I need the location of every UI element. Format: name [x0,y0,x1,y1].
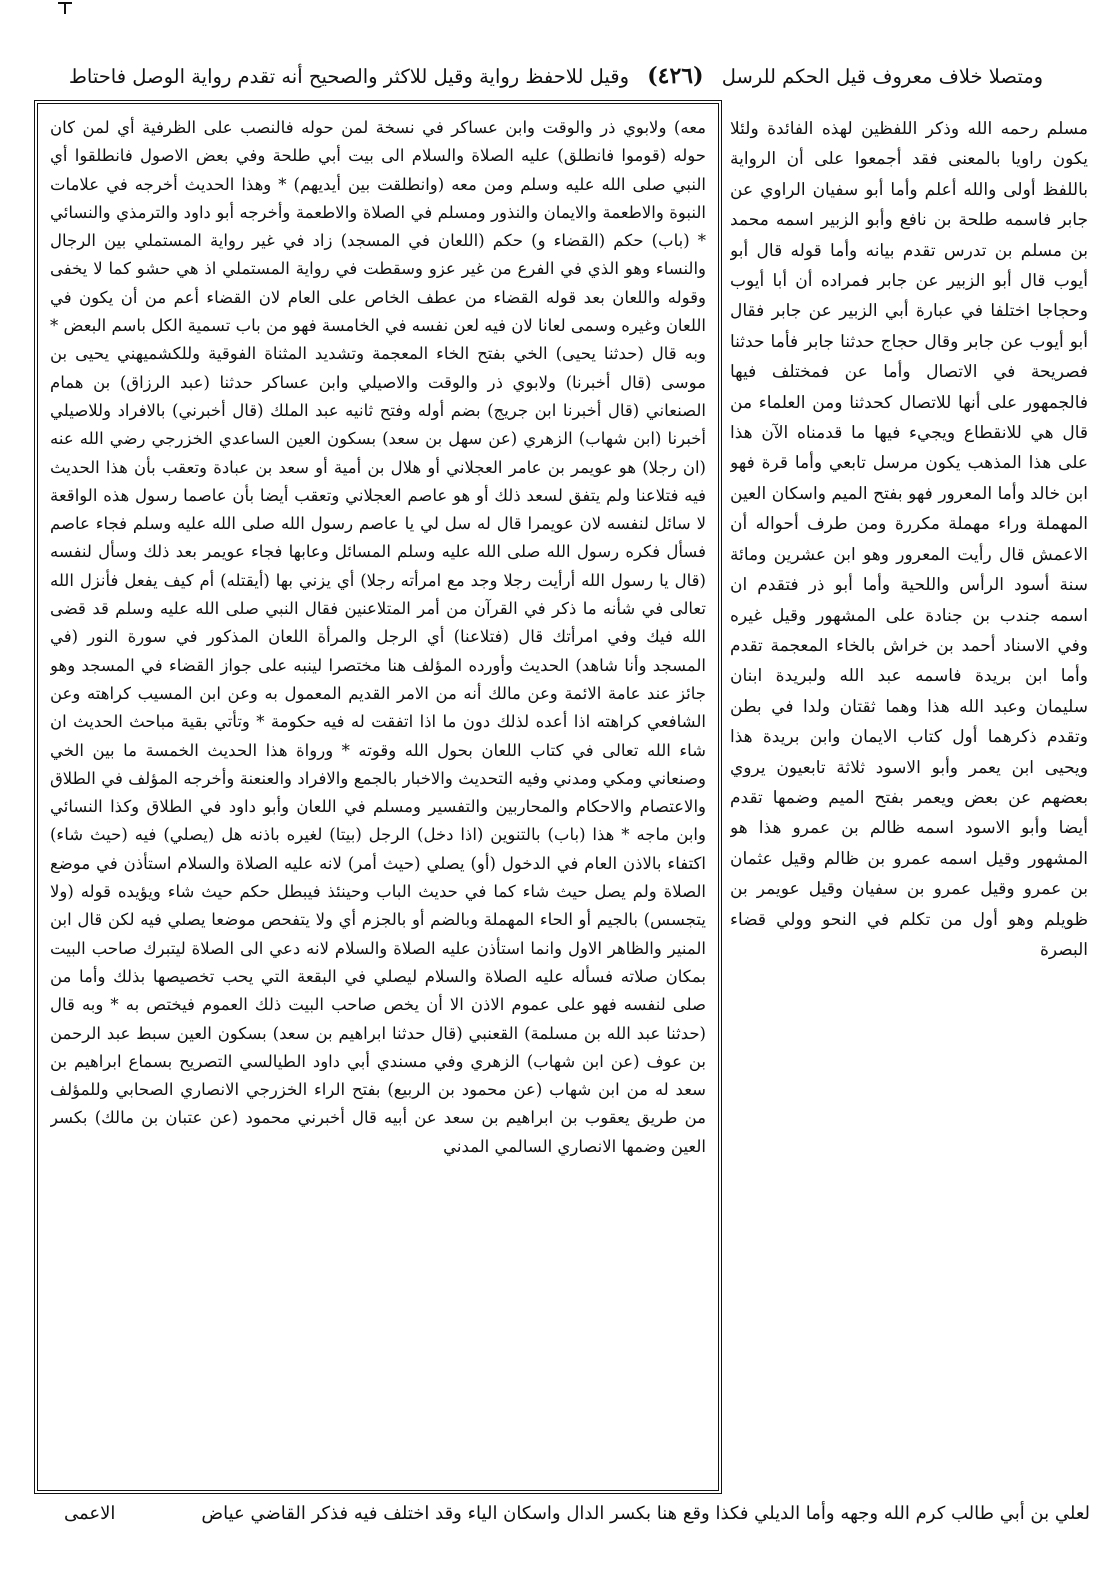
corner-mark [58,2,72,16]
page-header [22,58,1090,94]
main-text-frame [34,100,722,1494]
header-left-text: وقيل للاحفظ رواية وقيل للاكثر والصحيح أنه تقدم رواية الوصل فاحتاط [68,65,630,88]
header-right-text: ومتصلا خلاف معروف قيل الحكم للرسل [721,65,1044,88]
footer-line: لعلي بن أبي طالب كرم الله وجهه وأما الديلي فكذا وقع هنا بكسر الدال واسكان الياء وقد اختلف فيه فذكر القاضي عياض [201,1503,1090,1524]
main-text: معه) ولابوي ذر والوقت وابن عساكر في نسخة لمن حوله فالنصب على الظرفية أي لمن كان حوله (قوموا فانطلق) عليه الصلاة والسلام الى بيت أبي طلحة وفي بعض الاصول فانطلقوا أي النبي صلى الله عليه وسلم ومن معه (وانطلقت بين أيديهم) * وهذا الحديث أخرجه في علامات النبوة والاطعمة والايمان والنذور ومسلم في الصلاة والاطعمة وأخرجه أبو داود والترمذي والنسائي * (باب) حكم (القضاء و) حكم (اللعان في المسجد) زاد في غير رواية المستملي بين الرجال والنساء وهو الذي في الفرع من غير عزو وسقطت في رواية المستملي اذ هي حشو كما لا يخفى وقوله واللعان بعد قوله القضاء من عطف الخاص على العام لان القضاء أعم من أن يكون في اللعان وغيره وسمى لعانا لان فيه لعن نفسه في الخامسة فهو من باب تسمية الكل باسم البعض * وبه قال (حدثنا يحيى) الخي بفتح الخاء المعجمة وتشديد المثناة الفوقية وللكشميهني يحيى بن موسى (قال أخبرنا) ولابوي ذر والوقت والاصيلي وابن عساكر حدثنا (عبد الرزاق) بن همام الصنعاني (قال أخبرنا ابن جريج) بضم أوله وفتح ثانيه عبد الملك (قال أخبرني) بالافراد وللاصيلي أخبرنا (ابن شهاب) الزهري (عن سهل بن سعد) بسكون العين الساعدي الخزرجي رضي الله عنه (ان رجلا) هو عويمر بن عامر العجلاني أو هلال بن أمية أو سعد بن عبادة وتعقب بأن هذا الحديث فيه فتلاعنا ولم يتفق لسعد ذلك أو هو عاصم العجلاني وتعقب أيضا بأن عاصما رسول هذه الواقعة لا سائل لنفسه لان عويمرا قال له سل لي يا عاصم رسول الله صلى الله عليه وسلم فجاء عاصم فسأل فكره رسول الله صلى الله عليه وسلم المسائل وعابها فجاء عويمر بعد ذلك وسأل لنفسه (قال يا رسول الله أرأيت رجلا وجد مع امرأته رجلا) أي يزني بها (أيقتله) أم كيف يفعل فأنزل الله تعالى في شأنه ما ذكر في القرآن من أمر المتلاعنين فقال النبي صلى الله عليه وسلم قد قضى الله فيك وفي امرأتك قال (فتلاعنا) أي الرجل والمرأة اللعان المذكور في سورة النور (في المسجد وأنا شاهد) الحديث وأورده المؤلف هنا مختصرا لينبه على جواز القضاء في المسجد وهو جائز عند عامة الائمة وعن مالك أنه من الامر القديم المعمول به وعن ابن المسيب كراهته وعن الشافعي كراهته اذا أعده لذلك دون ما اذا اتفقت له فيه حكومة * وتأتي بقية مباحث الحديث ان شاء الله تعالى في كتاب اللعان بحول الله وقوته * ورواة هذا الحديث الخمسة ما بين الخي وصنعاني ومكي ومدني وفيه التحديث والاخبار بالجمع والافراد والعنعنة وأخرجه المؤلف في الطلاق والاعتصام والاحكام والمحاربين والتفسير ومسلم في اللعان وأبو داود في الطلاق وكذا النسائي وابن ماجه * هذا (باب) بالتنوين (اذا دخل) الرجل (بيتا) لغيره باذنه هل (يصلي) فيه (حيث شاء) اكتفاء بالاذن العام في الدخول (أو) يصلي (حيث أمر) لانه عليه الصلاة والسلام استأذن في موضع الصلاة ولم يصل حيث شاء كما في حديث الباب وحينئذ فيبطل حكم حيث شاء ويؤيده قوله (ولا يتجسس) بالجيم أو الحاء المهملة وبالضم أو بالجزم أي ولا يتفحص موضعا يصلي فيه لكن قال ابن المنير والظاهر الاول وانما استأذن عليه الصلاة والسلام لانه دعي الى الصلاة ليتبرك صاحب البيت بمكان صلاته فسأله عليه الصلاة والسلام ليصلي في البقعة التي يحب تخصيصها بذلك وأما من صلى لنفسه فهو على عموم الاذن الا أن يخص صاحب البيت ذلك العموم فيختص به * وبه قال (حدثنا عبد الله بن مسلمة) القعنبي (قال حدثنا ابراهيم بن سعد) بسكون العين سبط عبد الرحمن بن عوف (عن ابن شهاب) الزهري وفي مسندي أبي داود الطيالسي التصريح بسماع ابراهيم بن سعد له من ابن شهاب (عن محمود بن الربيع) بفتح الراء الخزرجي الانصاري الصحابي وللمؤلف من طريق يعقوب بن ابراهيم بن سعد عن أبيه قال أخبرني محمود (عن عتبان بن مالك) بكسر العين وضمها الانصاري السالمي المدني [50,118,706,1156]
catchword: الاعمى [64,1503,116,1524]
page-number: (٤٢٦) [647,63,704,89]
margin-commentary: مسلم رحمه الله وذكر اللفظين لهذه الفائدة ولئلا يكون راويا بالمعنى فقد أجمعوا على أن الرواية باللفظ أولى والله أعلم وأما أبو سفيان الراوي عن جابر فاسمه طلحة بن نافع وأبو الزبير اسمه محمد بن مسلم بن تدرس تقدم بيانه وأما قوله قال أبو أيوب قال أبو الزبير عن جابر فمراده أن أبا أيوب وحجاجا اختلفا في عبارة أبي الزبير عن جابر فقال أبو أيوب عن جابر وقال حجاج حدثنا جابر فأما حدثنا فصريحة في الاتصال وأما عن فمختلف فيها فالجمهور على أنها للاتصال كحدثنا ومن العلماء من قال هي للانقطاع ويجيء فيها ما قدمناه الآن هذا على هذا المذهب يكون مرسل تابعي وأما قرة فهو ابن خالد وأما المعرور فهو بفتح الميم واسكان العين المهملة وراء مهملة مكررة ومن طرف أحواله أن الاعمش قال رأيت المعرور وهو ابن عشرين ومائة سنة أسود الرأس واللحية وأما أبو ذر فتقدم ان اسمه جندب بن جنادة على المشهور وقيل غيره وفي الاسناد أحمد بن خراش بالخاء المعجمة تقدم وأما ابن بريدة فاسمه عبد الله ولبريدة ابنان سليمان وعبد الله هذا وهما ثقتان ولدا في بطن وتقدم ذكرهما أول كتاب الايمان وابن بريدة هذا ويحيى ابن يعمر وأبو الاسود ثلاثة تابعيون يروي بعضهم عن بعض ويعمر بفتح الميم وضمها تقدم أيضا وأبو الاسود اسمه ظالم بن عمرو هذا هو المشهور وقيل اسمه عمرو بن ظالم وقيل عثمان بن عمرو وقيل عمرو بن سفيان وقيل عويمر بن ظويلم وهو أول من تكلم في النحو وولي قضاء البصرة [730,119,1088,960]
